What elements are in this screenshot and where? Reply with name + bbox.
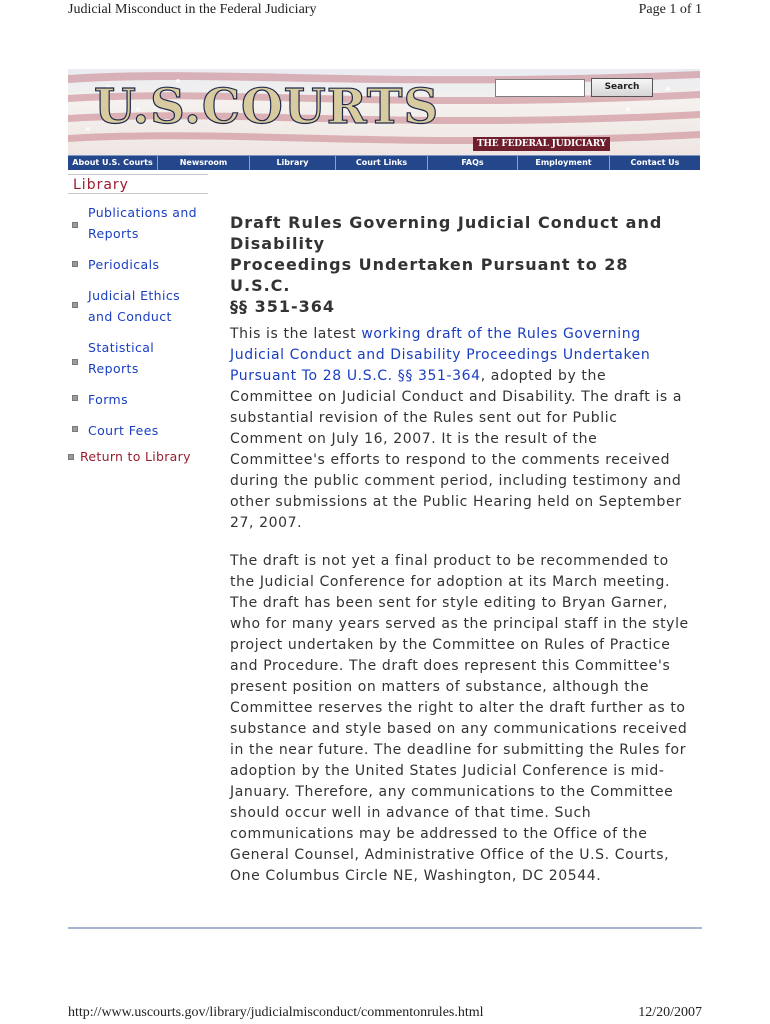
federal-judiciary-tagline: THE FEDERAL JUDICIARY [473,137,610,151]
search-button[interactable]: Search [591,78,653,97]
content-divider [68,927,702,929]
sidebar-item-judicial-ethics-and-conduct[interactable] [72,285,204,327]
sidebar-item-publications-and-reports[interactable] [72,202,204,244]
search-input[interactable] [495,79,585,97]
bullet-icon [72,426,78,432]
site-logo[interactable]: U.S.COURTS [94,79,440,135]
page-title-line: Disability [230,234,326,253]
sidebar-item-label: Statistical [88,340,155,355]
nav-library[interactable]: Library [250,156,336,170]
print-header-page: Page 1 of 1 [638,2,702,17]
nav-about-us-courts[interactable]: About U.S. Courts [68,156,158,170]
sidebar-item-label: Judicial Ethics [88,288,181,303]
bullet-icon [72,261,78,267]
print-footer [0,1005,770,1024]
sidebar-heading [68,174,208,194]
sidebar-item-label: Reports [88,361,139,376]
sidebar-item-label: Reports [88,226,139,241]
sidebar-item-label: Court Fees [88,423,159,438]
sidebar-item-forms[interactable] [72,389,204,410]
sidebar-item-label: Publications and [88,205,197,220]
page-title-line: Draft Rules Governing Judicial Conduct and [230,213,663,232]
print-header-title: Judicial Misconduct in the Federal Judiciary [68,2,317,17]
nav-employment[interactable]: Employment [518,156,610,170]
sidebar-item-label: Forms [88,392,129,407]
page-title-line: Proceedings Undertaken Pursuant to 28 U.S.C. [230,255,629,295]
working-draft-link[interactable]: working draft of the Rules Governing Judicial Conduct and Disability Proceedings Undertaken Pursuant To 28 U.S.C. §§ 351-364 [230,326,651,384]
sidebar-item-label: and Conduct [88,309,172,324]
print-footer-url: http://www.uscourts.gov/library/judicialmisconduct/commentonrules.html [68,1005,484,1020]
page-title-line: §§ 351-364 [230,297,336,316]
return-to-library-label: Return to Library [80,449,191,464]
bullet-icon [68,454,74,460]
sidebar-heading-label: Library [73,177,129,193]
bullet-icon [72,395,78,401]
site-banner [68,69,700,155]
nav-contact-us[interactable]: Contact Us [630,158,680,167]
print-footer-date: 12/20/2007 [638,1005,702,1020]
intro-text-continued: , adopted by the Committee on Judicial Conduct and Disability. The draft is a substantial revision of the Rules sent out for Public Comment on July 16, 2007. It is the result of the Committee's efforts to respond to the comments received during the public comment period, including testimony and other submissions at the Public Hearing held on September 27, 2007. [230,368,683,531]
intro-paragraph [230,324,690,534]
intro-text: This is the latest [230,326,362,342]
bullet-icon [72,302,78,308]
bullet-icon [72,222,78,228]
sidebar-item-label: Periodicals [88,257,160,272]
page-title [230,212,690,317]
bullet-icon [72,359,78,365]
nav-newsroom[interactable]: Newsroom [158,156,250,170]
nav-faqs[interactable]: FAQs [428,156,518,170]
sidebar-item-court-fees[interactable] [72,420,204,441]
sidebar-item-periodicals[interactable] [72,254,204,275]
draft-status-paragraph: The draft is not yet a final product to be recommended to the Judicial Conference for adoption at its March meeting. The draft has been sent for style editing to Bryan Garner, who for many years served as the principal staff in the style project undertaken by the Committee on Rules of Practice and Procedure. The draft does represent this Committee's present position on matters of substance, although the Committee reserves the right to alter the draft further as to substance and style based on any communications received in the near future. The deadline for submitting the Rules for adoption by the United States Judicial Conference is mid-January. Therefore, any communications to the Committee should occur well in advance of that time. Such communications may be addressed to the Office of the General Counsel, Administrative Office of the U.S. Courts, One Columbus Circle NE, Washington, DC 20544. [230,553,689,884]
main-nav [68,155,700,170]
sidebar-item-statistical-reports[interactable] [72,337,204,379]
nav-court-links[interactable]: Court Links [336,156,428,170]
print-header [0,0,770,22]
